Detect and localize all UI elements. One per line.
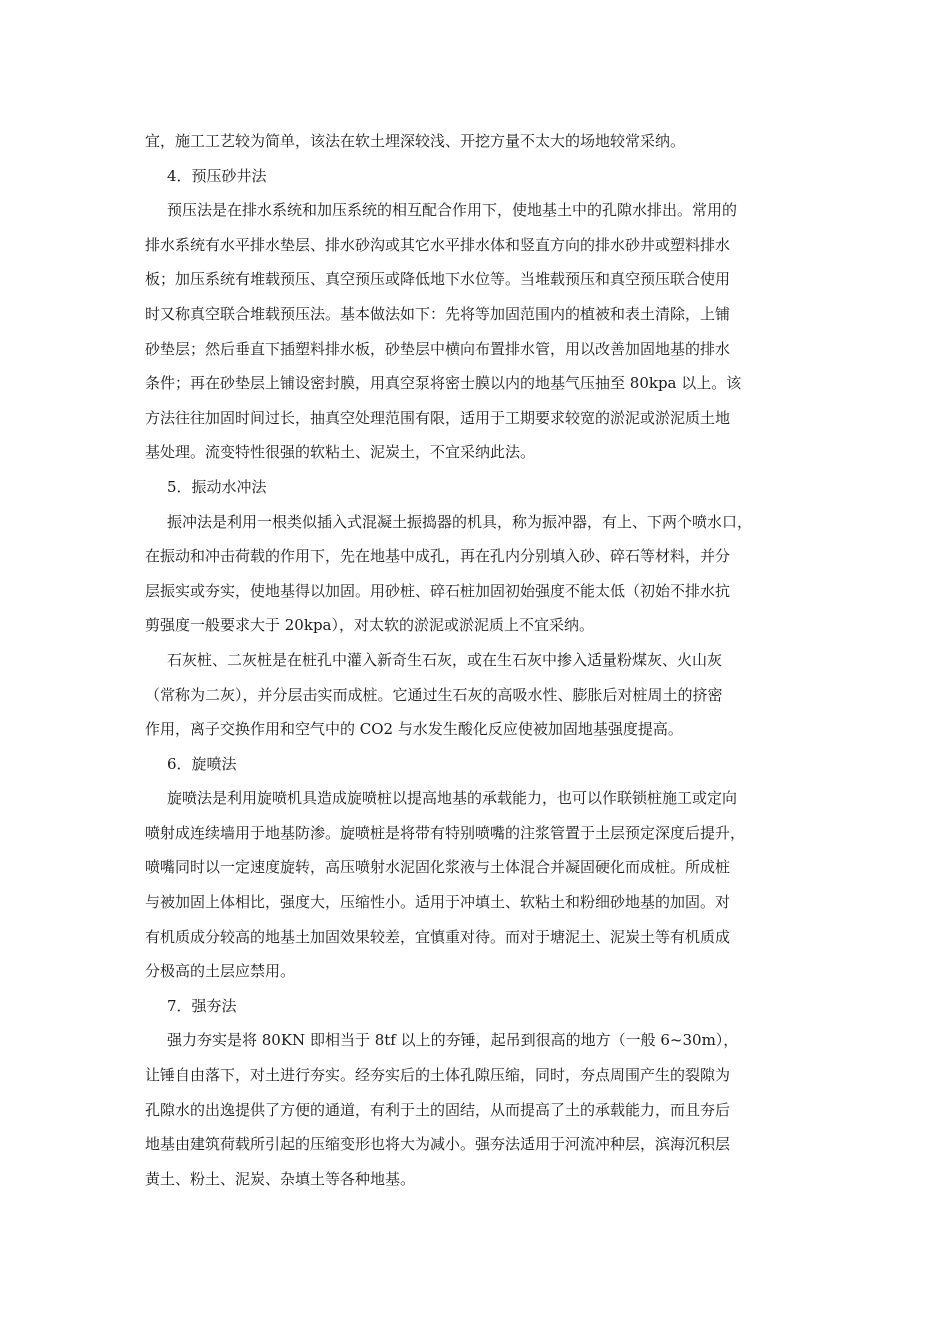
paragraph-line: 孔隙水的出逸提供了方便的通道，有利于土的固结，从而提高了土的承载能力，而且夯后: [145, 1100, 731, 1119]
section-heading-4: 4．预压砂井法: [167, 166, 267, 185]
paragraph-line: 黄土、粉土、泥炭、杂填土等各种地基。: [145, 1169, 416, 1188]
paragraph-line: 砂垫层；然后垂直下插塑料排水板，砂垫层中横向布置排水管，用以改善加固地基的排水: [145, 339, 731, 358]
paragraph-line: 排水系统有水平排水垫层、排水砂沟或其它水平排水体和竖直方向的排水砂井或塑料排水: [145, 235, 731, 254]
paragraph-line: （常称为二灰），并分层击实而成桩。它通过生石灰的高吸水性、膨胀后对桩周土的挤密: [145, 685, 723, 704]
paragraph-line: 方法往往加固时间过长，抽真空处理范围有限，适用于工期要求较宽的淤泥或淤泥质土地: [145, 408, 731, 427]
paragraph-line: 振冲法是利用一根类似插入式混凝土振捣器的机具，称为振冲器，有上、下两个喷水口，: [167, 512, 753, 531]
document-body: [145, 124, 813, 1196]
paragraph-line: 喷射成连续墙用于地基防渗。旋喷桩是将带有特别喷嘴的注浆管置于土层预定深度后提升，: [145, 823, 746, 842]
paragraph-line: 分极高的土层应禁用。: [145, 962, 296, 981]
paragraph-line: 在振动和冲击荷载的作用下，先在地基中成孔，再在孔内分别填入砂、碎石等材料，并分: [145, 547, 731, 566]
paragraph-line: 宜，施工工艺较为简单，该法在软土埋深较浅、开挖方量不太大的场地较常采纳。: [145, 132, 686, 150]
paragraph-line: 与被加固上体相比，强度大，压缩性小。适用于冲填土、软粘土和粉细砂地基的加固。对: [145, 893, 731, 912]
paragraph-line: 喷嘴同时以一定速度旋转，高压喷射水泥固化浆液与土体混合并凝固硬化而成桩。所成桩: [145, 858, 731, 877]
section-heading-6: 6．旋喷法: [167, 754, 237, 773]
paragraph-line: 时又称真空联合堆载预压法。基本做法如下：先将等加固范围内的植被和表土清除，上铺: [145, 304, 731, 323]
paragraph-line: 剪强度一般要求大于 20kpa），对太软的淤泥或淤泥质上不宜采纳。: [145, 616, 594, 635]
paragraph-line: 强力夯实是将 80KN 即相当于 8tf 以上的夯锤，起吊到很高的地方（一般 6~30m），: [167, 1031, 739, 1050]
paragraph-line: 地基由建筑荷载所引起的压缩变形也将大为减小。强夯法适用于河流冲种层，滨海沉积层: [145, 1135, 731, 1154]
paragraph-line: 让锤自由落下，对土进行夯实。经夯实后的土体孔隙压缩，同时，夯点周围产生的裂隙为: [145, 1066, 731, 1085]
paragraph-line: 基处理。流变特性很强的软粘土、泥炭土，不宜采纳此法。: [145, 443, 536, 462]
paragraph-line: 条件；再在砂垫层上铺设密封膜，用真空泵将密士膜以内的地基气压抽至 80kpa 以上。该: [145, 374, 742, 393]
paragraph-line: 有机质成分较高的地基土加固效果较差，宜慎重对待。而对于塘泥土、泥炭土等有机质成: [145, 927, 731, 946]
paragraph-line: 石灰桩、二灰桩是在桩孔中灌入新奇生石灰，或在生石灰中掺入适量粉煤灰、火山灰: [167, 650, 723, 669]
paragraph-line: 层振实或夯实，使地基得以加固。用砂桩、碎石桩加固初始强度不能太低（初始不排水抗: [145, 581, 731, 600]
paragraph-line: 作用，离子交换作用和空气中的 CO2 与水发生酸化反应使被加固地基强度提高。: [145, 720, 683, 739]
paragraph-line: 预压法是在排水系统和加压系统的相互配合作用下，使地基土中的孔隙水排出。常用的: [167, 201, 738, 220]
paragraph-line: 板；加压系统有堆载预压、真空预压或降低地下水位等。当堆载预压和真空预压联合使用: [145, 270, 731, 289]
paragraph-line: 旋喷法是利用旋喷机具造成旋喷桩以提高地基的承载能力，也可以作联锁桩施工或定向: [167, 789, 738, 808]
section-heading-7: 7．强夯法: [167, 996, 237, 1015]
section-heading-5: 5．振动水冲法: [167, 477, 267, 496]
